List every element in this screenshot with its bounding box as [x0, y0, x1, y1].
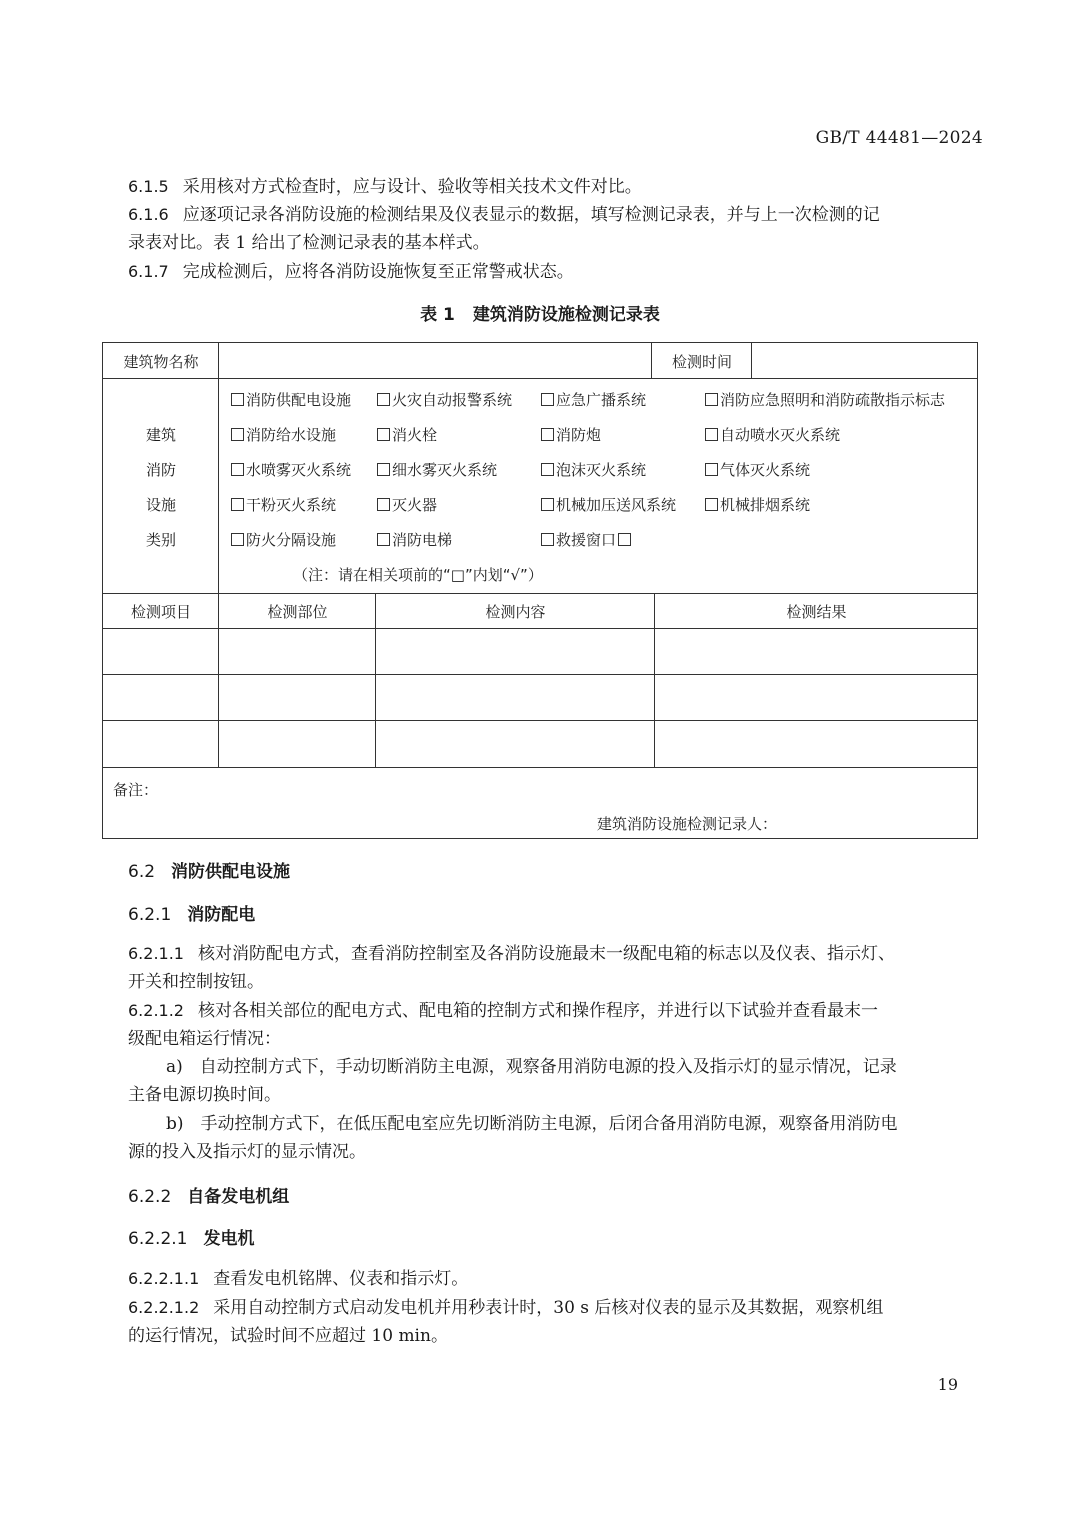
category-checkbox[interactable] — [231, 424, 336, 445]
col-header-location: 检测部位 — [267, 603, 328, 621]
category-text: 防火分隔设施 — [246, 531, 337, 549]
clause-number: 6.2.2.1.1 — [128, 1269, 200, 1288]
category-checkbox[interactable] — [705, 389, 945, 410]
checkbox-icon[interactable] — [541, 393, 554, 406]
inspection-time-label: 检测时间 — [671, 353, 732, 371]
clause-text: 采用核对方式检查时，应与设计、验收等相关技术文件对比。 — [182, 177, 642, 197]
col-header-item: 检测项目 — [130, 603, 191, 621]
remarks-label: 备注： — [113, 781, 159, 799]
category-text: 消防应急照明和消防疏散指示标志 — [720, 391, 946, 409]
clause-text: 应逐项记录各消防设施的检测结果及仪表显示的数据，填写检测记录表，并与上一次检测的记 — [182, 205, 880, 225]
clause-text: 采用自动控制方式启动发电机并用秒表计时，30 s 后核对仪表的显示及其数据，观察机组 — [213, 1298, 884, 1318]
table-title — [0, 300, 1080, 325]
section-title: 自备发电机组 — [187, 1187, 290, 1207]
clause-6-2-1-2 — [128, 997, 980, 1025]
list-item-a: a) 自动控制方式下，手动切断消防主电源，观察备用消防电源的投入及指示灯的显示情况，记录 — [166, 1057, 897, 1077]
clause-number: 6.1.5 — [128, 177, 169, 196]
category-checkbox[interactable] — [377, 424, 437, 445]
category-checkbox[interactable] — [705, 494, 810, 515]
category-text: 机械加压送风系统 — [556, 496, 677, 514]
checkbox-icon[interactable] — [705, 463, 718, 476]
section-title: 消防配电 — [187, 905, 256, 925]
category-checkbox[interactable] — [377, 459, 497, 480]
clause-number: 6.2.2.1.2 — [128, 1298, 200, 1317]
inspection-record-table — [102, 342, 978, 839]
checkbox-icon[interactable] — [377, 463, 390, 476]
clause-6-2-1-1 — [128, 940, 980, 968]
category-text: 消防炮 — [556, 426, 602, 444]
category-label-2: 消防 — [145, 461, 176, 479]
row-divider — [103, 767, 977, 768]
clause-number: 6.1.6 — [128, 205, 169, 224]
checkbox-icon[interactable] — [541, 533, 554, 546]
checkbox-icon[interactable] — [231, 533, 244, 546]
checkbox-icon[interactable] — [231, 393, 244, 406]
table-note: （注：请在相关项前的“□”内划“√”） — [293, 566, 543, 584]
list-item-a-cont: 主备电源切换时间。 — [128, 1085, 281, 1105]
checkbox-icon[interactable] — [231, 428, 244, 441]
row-divider — [103, 674, 977, 675]
clause-6-1-7 — [128, 258, 980, 286]
clause-6-1-5 — [128, 173, 980, 201]
checkbox-icon[interactable] — [541, 498, 554, 511]
section-number: 6.2.2.1 — [128, 1229, 188, 1249]
clause-6-1-6 — [128, 201, 980, 229]
clause-6-2-2-1-2-cont: 的运行情况，试验时间不应超过 10 min。 — [128, 1326, 448, 1346]
clause-number: 6.2.1.1 — [128, 944, 184, 963]
recorder-label: 建筑消防设施检测记录人： — [597, 815, 778, 833]
section-number: 6.2.2 — [128, 1187, 172, 1207]
clause-6-2-2-1-1 — [128, 1265, 980, 1293]
category-text: 细水雾灭火系统 — [392, 461, 498, 479]
row-divider — [103, 720, 977, 721]
category-checkbox[interactable] — [231, 389, 351, 410]
section-title: 发电机 — [203, 1229, 255, 1249]
category-checkbox[interactable] — [541, 529, 633, 550]
category-checkbox[interactable] — [541, 389, 646, 410]
building-name-label: 建筑物名称 — [123, 353, 199, 371]
checkbox-icon[interactable] — [377, 428, 390, 441]
category-text: 救援窗口 — [556, 531, 617, 549]
row-divider — [103, 593, 977, 594]
page-number: 19 — [937, 1375, 958, 1394]
clause-text: 查看发电机铭牌、仪表和指示灯。 — [213, 1269, 469, 1289]
category-checkbox[interactable] — [377, 389, 512, 410]
category-checkbox[interactable] — [231, 494, 336, 515]
category-text: 自动喷水灭火系统 — [720, 426, 841, 444]
col-divider — [218, 343, 219, 767]
category-label-3: 设施 — [145, 496, 176, 514]
section-6-2-1-heading — [128, 900, 255, 925]
category-text: 水喷雾灭火系统 — [246, 461, 352, 479]
category-text: 干粉灭火系统 — [246, 496, 337, 514]
category-text: 消防电梯 — [392, 531, 453, 549]
clause-6-1-6-cont: 录表对比。表 1 给出了检测记录表的基本样式。 — [128, 233, 490, 253]
category-label-4: 类别 — [145, 531, 176, 549]
clause-text: 核对各相关部位的配电方式、配电箱的控制方式和操作程序，并进行以下试验并查看最末一 — [197, 1001, 878, 1021]
category-text: 消防给水设施 — [246, 426, 337, 444]
checkbox-icon[interactable] — [705, 393, 718, 406]
clause-6-2-2-1-2 — [128, 1294, 980, 1322]
col-header-content: 检测内容 — [485, 603, 546, 621]
checkbox-icon[interactable] — [377, 393, 390, 406]
category-checkbox[interactable] — [377, 529, 452, 550]
table-name: 建筑消防设施检测记录表 — [472, 305, 660, 325]
checkbox-icon[interactable] — [377, 498, 390, 511]
section-6-2-2-1-heading — [128, 1224, 254, 1249]
category-text: 泡沫灭火系统 — [556, 461, 647, 479]
section-number: 6.2.1 — [128, 905, 172, 925]
section-title: 消防供配电设施 — [171, 862, 291, 882]
clause-text: 完成检测后，应将各消防设施恢复至正常警戒状态。 — [182, 262, 574, 282]
category-text: 灭火器 — [392, 496, 438, 514]
section-6-2-heading — [128, 857, 290, 882]
section-number: 6.2 — [128, 862, 156, 882]
category-text: 机械排烟系统 — [720, 496, 811, 514]
category-label-1: 建筑 — [145, 426, 176, 444]
clause-6-2-1-2-cont: 级配电箱运行情况： — [128, 1029, 281, 1049]
clause-number: 6.2.1.2 — [128, 1001, 184, 1020]
list-item-b-cont: 源的投入及指示灯的显示情况。 — [128, 1142, 366, 1162]
category-text: 气体灭火系统 — [720, 461, 811, 479]
category-checkbox[interactable] — [705, 459, 810, 480]
list-item-b: b) 手动控制方式下，在低压配电室应先切断消防主电源，后闭合备用消防电源，观察备用消防电 — [166, 1114, 898, 1134]
category-checkbox[interactable] — [541, 424, 601, 445]
category-checkbox[interactable] — [377, 494, 437, 515]
clause-number: 6.1.7 — [128, 262, 169, 281]
clause-6-2-1-1-cont: 开关和控制按钮。 — [128, 972, 264, 992]
category-checkbox[interactable] — [541, 494, 676, 515]
category-checkbox[interactable] — [541, 459, 646, 480]
col-header-result: 检测结果 — [786, 603, 847, 621]
category-checkbox[interactable] — [231, 459, 351, 480]
category-checkbox[interactable] — [231, 529, 336, 550]
category-text: 消火栓 — [392, 426, 438, 444]
section-6-2-2-heading — [128, 1182, 289, 1207]
category-text: 火灾自动报警系统 — [392, 391, 513, 409]
checkbox-icon[interactable] — [705, 498, 718, 511]
clause-text: 核对消防配电方式，查看消防控制室及各消防设施最末一级配电箱的标志以及仪表、指示灯、 — [197, 944, 895, 964]
standard-code: GB/T 44481—2024 — [815, 128, 983, 148]
row-divider — [103, 378, 977, 379]
category-checkbox[interactable] — [705, 424, 840, 445]
checkbox-icon[interactable] — [541, 463, 554, 476]
row-divider — [103, 628, 977, 629]
checkbox-icon[interactable] — [231, 463, 244, 476]
category-text: 消防供配电设施 — [246, 391, 352, 409]
checkbox-icon[interactable] — [377, 533, 390, 546]
checkbox-icon[interactable] — [705, 428, 718, 441]
checkbox-icon — [618, 533, 631, 546]
table-number: 表 1 — [420, 305, 455, 325]
checkbox-icon[interactable] — [541, 428, 554, 441]
checkbox-icon[interactable] — [231, 498, 244, 511]
category-text: 应急广播系统 — [556, 391, 647, 409]
